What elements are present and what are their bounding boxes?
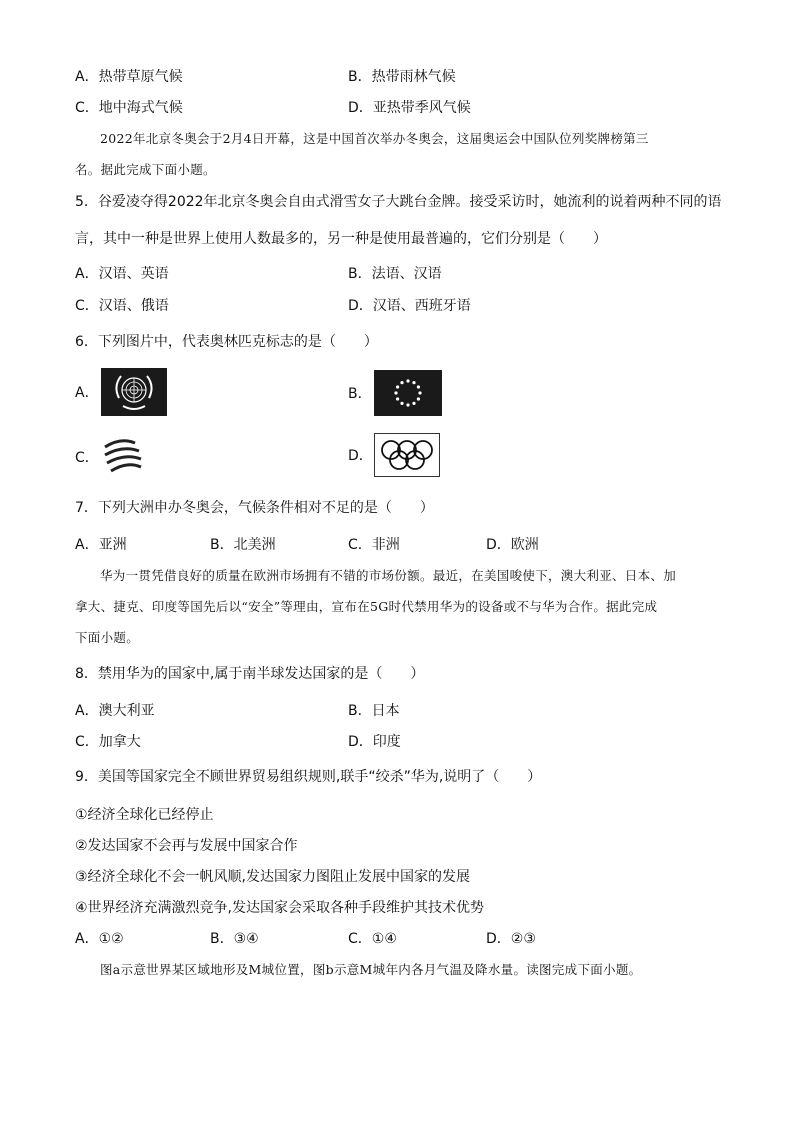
q4-option-c: C．地中海式气候 bbox=[75, 100, 183, 116]
q4-option-b: B．热带雨林气候 bbox=[348, 69, 456, 85]
q6-option-b bbox=[348, 370, 442, 416]
q5-option-c: C．汉语、俄语 bbox=[75, 298, 169, 314]
q5-option-d: D．汉语、西班牙语 bbox=[348, 298, 471, 314]
q8-stem: 8．禁用华为的国家中,属于南半球发达国家的是（ ） bbox=[75, 666, 425, 682]
passage2-line2: 拿大、捷克、印度等国先后以“安全”等理由，宣布在5G时代禁用华为的设备或不与华为合作。据此完成 bbox=[75, 599, 658, 614]
q5-option-b: B．法语、汉语 bbox=[348, 266, 442, 282]
q9-statement-1: ①经济全球化已经停止 bbox=[75, 807, 214, 823]
q5-stem-line2: 言，其中一种是世界上使用人数最多的，另一种是使用最普遍的，它们分别是（ ） bbox=[75, 231, 607, 247]
q7-option-d: D．欧洲 bbox=[486, 537, 539, 553]
wto-logo-icon bbox=[101, 435, 145, 479]
q6-option-a-label: A． bbox=[75, 385, 99, 401]
q9-option-c: C．①④ bbox=[348, 931, 397, 947]
q9-option-d: D．②③ bbox=[486, 931, 536, 947]
q9-option-b: B．③④ bbox=[210, 931, 259, 947]
q6-option-a bbox=[75, 368, 167, 416]
q4-option-d: D．亚热带季风气候 bbox=[348, 100, 471, 116]
q6-option-d-label: D． bbox=[348, 448, 373, 464]
q4-option-a: A．热带草原气候 bbox=[75, 69, 183, 85]
q7-stem: 7．下列大洲申办冬奥会，气候条件相对不足的是（ ） bbox=[75, 500, 434, 516]
un-emblem-icon bbox=[101, 368, 167, 416]
q6-option-d bbox=[348, 433, 440, 477]
q9-option-a: A．①② bbox=[75, 931, 124, 947]
q7-option-b: B．北美洲 bbox=[210, 537, 276, 553]
passage1-line1: 2022年北京冬奥会于2月4日开幕，这是中国首次举办冬奥会，这届奥运会中国队位列奖牌榜第三 bbox=[100, 131, 649, 146]
q8-option-c: C．加拿大 bbox=[75, 734, 141, 750]
olympic-rings-icon bbox=[374, 433, 440, 477]
q9-statement-4: ④世界经济充满激烈竞争,发达国家会采取各种手段维护其技术优势 bbox=[75, 900, 484, 916]
passage3-line1: 图a示意世界某区域地形及M城位置，图b示意M城年内各月气温及降水量。读图完成下面小题。 bbox=[100, 962, 642, 977]
passage1-line2: 名。据此完成下面小题。 bbox=[75, 162, 216, 177]
q7-option-a: A．亚洲 bbox=[75, 537, 127, 553]
q8-option-a: A．澳大利亚 bbox=[75, 703, 155, 719]
q6-stem: 6．下列图片中，代表奥林匹克标志的是（ ） bbox=[75, 334, 378, 350]
q6-option-c bbox=[75, 435, 145, 479]
q9-stem: 9．美国等国家完全不顾世界贸易组织规则,联手“绞杀”华为,说明了（ ） bbox=[75, 769, 542, 785]
q6-option-c-label: C． bbox=[75, 450, 99, 466]
q7-option-c: C．非洲 bbox=[348, 537, 400, 553]
q9-statement-3: ③经济全球化不会一帆风顺,发达国家力图阻止发展中国家的发展 bbox=[75, 869, 470, 885]
q5-option-a: A．汉语、英语 bbox=[75, 266, 169, 282]
q8-option-b: B．日本 bbox=[348, 703, 400, 719]
q6-option-b-label: B． bbox=[348, 386, 372, 402]
q8-option-d: D．印度 bbox=[348, 734, 401, 750]
q5-stem-line1: 5．谷爱凌夺得2022年北京冬奥会自由式滑雪女子大跳台金牌。接受采访时，她流利的说着两种不同的语 bbox=[75, 194, 722, 210]
passage2-line3: 下面小题。 bbox=[75, 630, 140, 645]
q9-statement-2: ②发达国家不会再与发展中国家合作 bbox=[75, 838, 298, 854]
passage2-line1: 华为一贯凭借良好的质量在欧洲市场拥有不错的市场份额。最近，在美国唆使下，澳大利亚、日本、加 bbox=[100, 568, 677, 583]
eu-flag-icon bbox=[374, 370, 442, 416]
